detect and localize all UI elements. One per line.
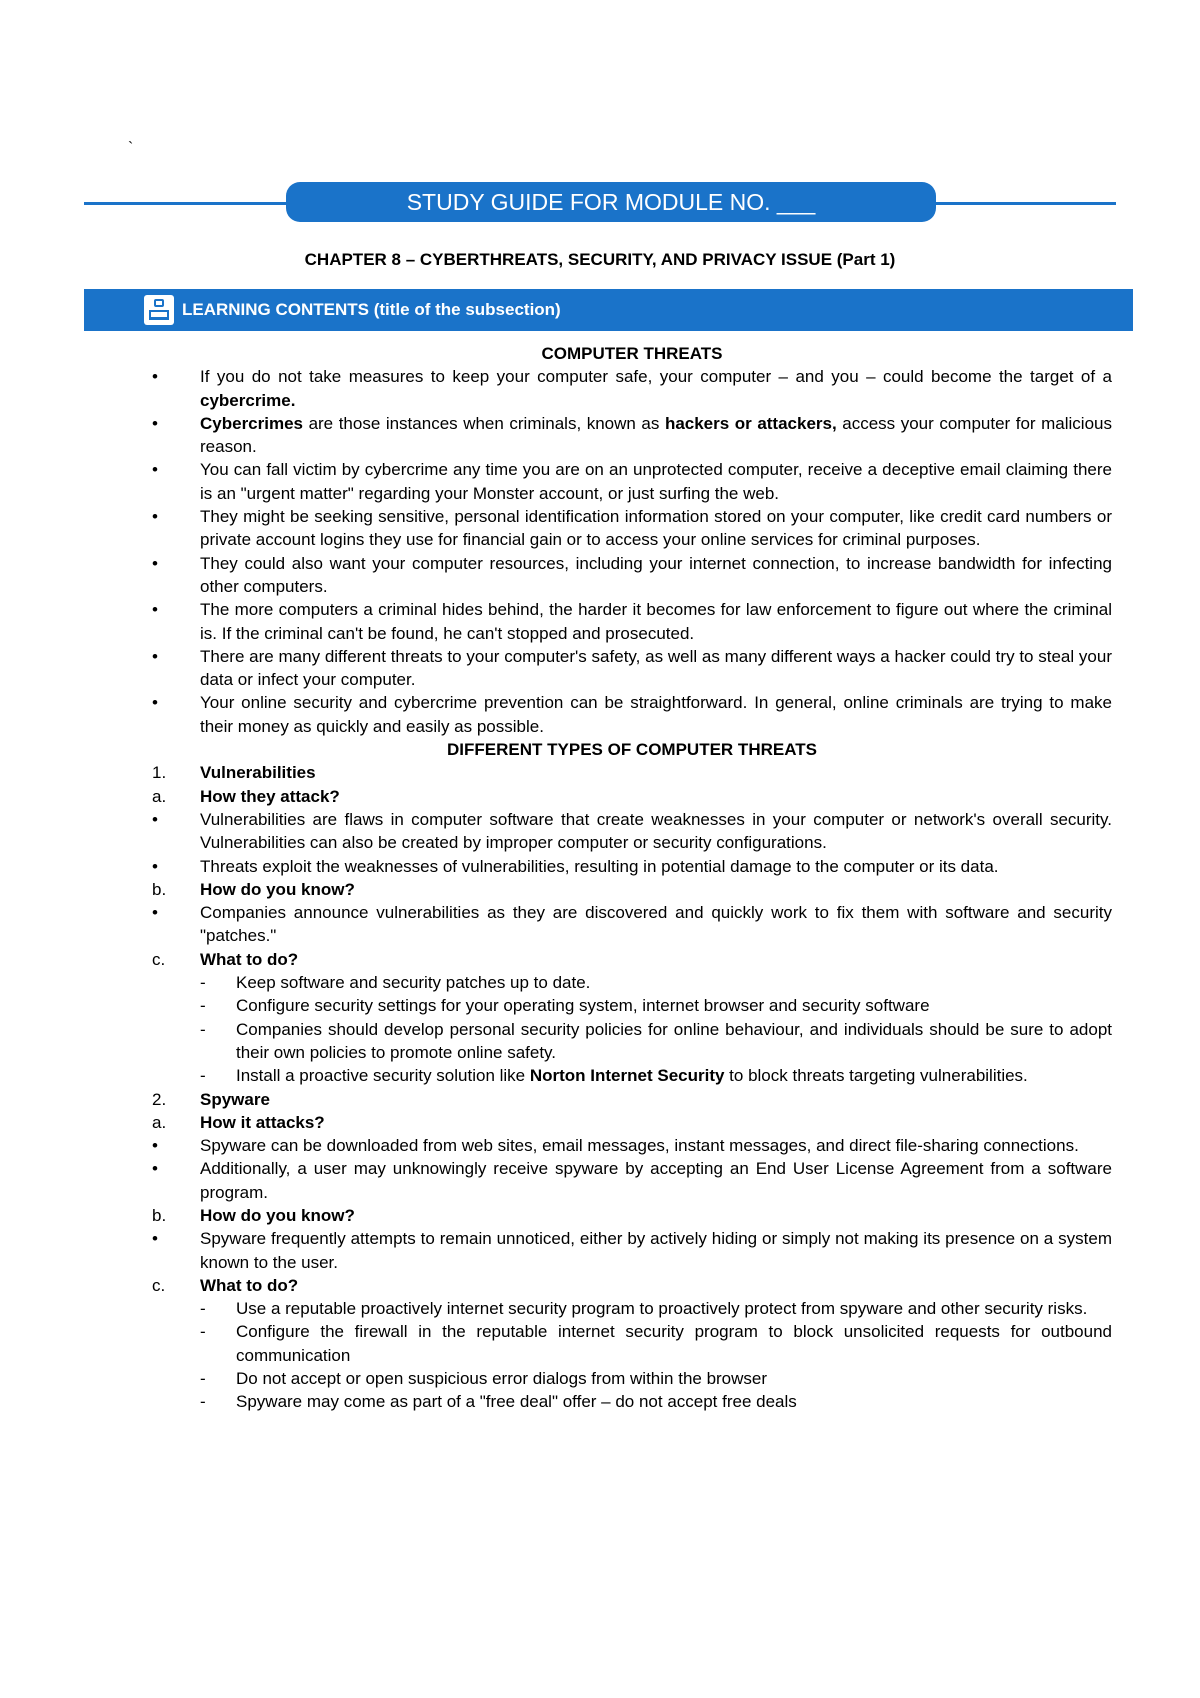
section-title: LEARNING CONTENTS (title of the subsection) (182, 300, 561, 319)
text-run: to block threats targeting vulnerabilities. (724, 1066, 1028, 1086)
list-item (152, 1204, 1112, 1227)
list-item (152, 1111, 1112, 1134)
text-run: Do not accept or open suspicious error dialogs from within the browser (236, 1369, 768, 1389)
list-marker: - (200, 1392, 206, 1412)
list-marker: b. (152, 1205, 167, 1225)
list-marker: • (152, 367, 158, 387)
text-run: COMPUTER THREATS (541, 344, 723, 363)
text-run: Threats exploit the weaknesses of vulnerabilities, resulting in potential damage to the computer or its data. (200, 856, 999, 876)
dash-item (152, 1064, 1112, 1087)
text-run: What to do? (200, 949, 299, 969)
section-heading (152, 342, 1112, 365)
list-item (152, 412, 1112, 459)
text-run: What to do? (200, 1275, 299, 1295)
list-marker: • (152, 903, 158, 923)
text-run: Companies announce vulnerabilities as they are discovered and quickly work to fix them with software and security "patches." (200, 903, 1112, 946)
list-marker: b. (152, 879, 167, 899)
list-marker: c. (152, 1275, 166, 1295)
dash-item (152, 1390, 1112, 1413)
list-marker: • (152, 646, 158, 666)
list-marker: a. (152, 786, 167, 806)
list-marker: 2. (152, 1089, 167, 1109)
stray-mark: ` (128, 140, 134, 157)
person-id-icon (144, 295, 174, 325)
dash-item (152, 1320, 1112, 1367)
list-marker: - (200, 973, 206, 993)
text-run: How it attacks? (200, 1112, 325, 1132)
list-marker: a. (152, 1112, 167, 1132)
text-run: DIFFERENT TYPES OF COMPUTER THREATS (447, 740, 817, 760)
text-run: Spyware (200, 1089, 270, 1109)
list-marker: • (152, 1136, 158, 1156)
text-run: How they attack? (200, 786, 340, 806)
list-marker: • (152, 460, 158, 480)
text-run: are those instances when criminals, known as (303, 413, 665, 433)
list-marker: - (200, 1369, 206, 1389)
dash-item (152, 994, 1112, 1017)
list-marker: • (152, 1229, 158, 1249)
text-run: Cybercrimes (200, 413, 304, 433)
list-item (152, 552, 1112, 599)
list-marker: • (152, 553, 158, 573)
list-item (152, 808, 1112, 855)
list-marker: c. (152, 949, 166, 969)
section-heading (152, 738, 1112, 761)
list-item (152, 1157, 1112, 1204)
list-item (152, 901, 1112, 948)
text-run: Configure the firewall in the reputable internet security program to block unsolicited requests for outbound communication (236, 1322, 1112, 1365)
list-item (152, 855, 1112, 878)
text-run: Vulnerabilities are flaws in computer software that create weaknesses in your computer or network's overall security. Vulnerabilities can also be created by improper computer or security configurations. (200, 809, 1112, 853)
list-marker: • (152, 507, 158, 527)
text-run: If you do not take measures to keep your computer safe, your computer – and you – could become the target of a (200, 367, 1112, 387)
dash-item (152, 1018, 1112, 1065)
text-run: There are many different threats to your computer's safety, as well as many different ways a hacker could try to steal your data or infect your computer. (200, 646, 1112, 690)
list-item (152, 1134, 1112, 1157)
list-item (152, 785, 1112, 808)
dash-item (152, 1367, 1112, 1390)
text-run: Spyware frequently attempts to remain unnoticed, either by actively hiding or simply not making its presence on a system known to the user. (200, 1229, 1112, 1272)
list-marker: - (200, 996, 206, 1016)
text-run: They could also want your computer resources, including your internet connection, to increase bandwidth for infecting other computers. (200, 553, 1112, 596)
list-marker: • (152, 600, 158, 620)
list-item (152, 761, 1112, 784)
list-item (152, 1088, 1112, 1111)
text-run: You can fall victim by cybercrime any time you are on an unprotected computer, receive a deceptive email claiming there is an "urgent matter" regarding your Monster account, or just surfing the web. (200, 460, 1112, 503)
text-run: Spyware can be downloaded from web sites, email messages, instant messages, and direct file-sharing connections. (200, 1136, 1079, 1156)
text-run: How do you know? (200, 879, 355, 899)
list-item (152, 948, 1112, 971)
text-run: Your online security and cybercrime prevention can be straightforward. In general, online criminals are trying to make their money as quickly and easily as possible. (200, 693, 1112, 736)
text-run: How do you know? (200, 1205, 355, 1225)
text-run: Install a proactive security solution like (236, 1066, 530, 1086)
text-run: The more computers a criminal hides behind, the harder it becomes for law enforcement to figure out where the criminal is. If the criminal can't be found, he can't stopped and prosecuted. (200, 600, 1112, 643)
list-item (152, 458, 1112, 505)
list-marker: - (200, 1299, 206, 1319)
document-body (152, 342, 1112, 1414)
list-item (152, 691, 1112, 738)
list-marker: • (152, 693, 158, 713)
dash-item (152, 1297, 1112, 1320)
text-run: cybercrime. (200, 390, 296, 410)
text-run: Use a reputable proactively internet security program to proactively protect from spyware and other security risks. (236, 1299, 1088, 1319)
chapter-title: CHAPTER 8 – CYBERTHREATS, SECURITY, AND PRIVACY ISSUE (Part 1) (304, 250, 896, 269)
list-marker: 1. (152, 763, 167, 783)
text-run: hackers or attackers, (664, 413, 837, 433)
list-item (152, 365, 1112, 412)
text-run: Additionally, a user may unknowingly receive spyware by accepting an End User License Agreement from a software program. (200, 1159, 1112, 1202)
list-item (152, 878, 1112, 901)
list-marker: • (152, 809, 158, 829)
text-run: Spyware may come as part of a "free deal" offer – do not accept free deals (236, 1392, 797, 1412)
list-item (152, 1274, 1112, 1297)
text-run: Vulnerabilities (200, 763, 316, 783)
list-marker: • (152, 1159, 158, 1179)
text-run: Keep software and security patches up to date. (236, 973, 591, 993)
list-item (152, 1227, 1112, 1274)
text-run: Norton Internet Security (529, 1066, 725, 1086)
list-item (152, 598, 1112, 645)
list-marker: • (152, 856, 158, 876)
list-item (152, 645, 1112, 692)
section-header-bar (84, 289, 1133, 331)
text-run: Configure security settings for your operating system, internet browser and security software (236, 996, 930, 1016)
text-run: They might be seeking sensitive, personal identification information stored on your computer, like credit card numbers or private account logins they use for financial gain or to access your online services for criminal purposes. (200, 507, 1112, 550)
list-marker: - (200, 1019, 206, 1039)
module-banner: STUDY GUIDE FOR MODULE NO. ___ (286, 182, 936, 222)
dash-item (152, 971, 1112, 994)
text-run: access your computer for malicious reason. (200, 413, 1112, 457)
list-marker: - (200, 1322, 206, 1342)
text-run: Companies should develop personal security policies for online behaviour, and individuals should be sure to adopt their own policies to promote online safety. (236, 1019, 1112, 1062)
list-marker: - (200, 1066, 206, 1086)
list-marker: • (152, 413, 158, 433)
list-item (152, 505, 1112, 552)
